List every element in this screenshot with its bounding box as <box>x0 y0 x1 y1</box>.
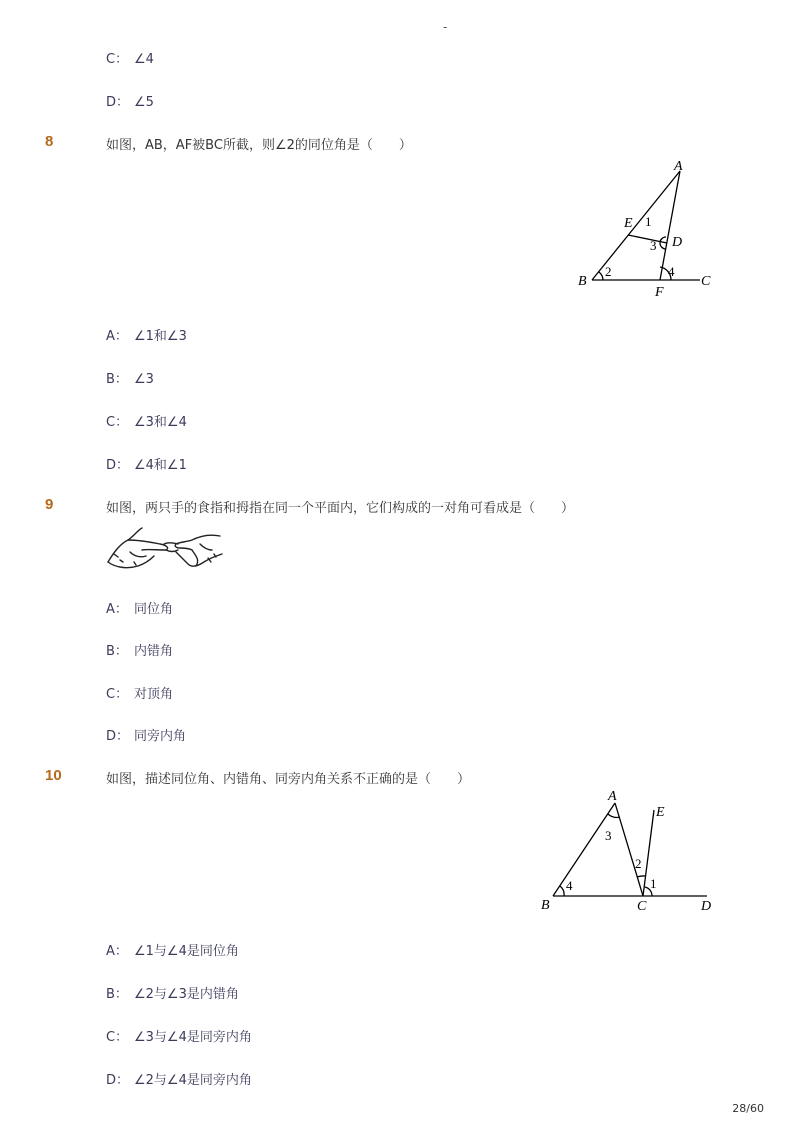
label-d: D <box>701 899 712 914</box>
angle-3-label: 3 <box>605 828 612 843</box>
option-c[interactable]: C： ∠3与∠4是同旁内角 <box>106 1030 252 1045</box>
hands-illustration <box>104 522 224 572</box>
question-text: 如图，描述同位角、内错角、同旁内角关系不正确的是（ ） <box>106 772 471 787</box>
angle-4-label: 4 <box>566 878 573 893</box>
label-e: E <box>624 216 633 231</box>
question-number: 8 <box>45 133 54 150</box>
question-number: 9 <box>45 496 54 513</box>
label-d: D <box>672 235 683 250</box>
angle-2-label: 2 <box>635 856 642 871</box>
label-a: A <box>674 159 683 174</box>
triangle-figure-q10 <box>535 785 720 915</box>
option-a[interactable]: A： ∠1和∠3 <box>106 329 187 344</box>
page-number: 28/60 <box>732 1102 764 1115</box>
label-c: C <box>637 899 647 914</box>
triangle-figure-q8 <box>570 155 720 300</box>
question-text: 如图，两只手的食指和拇指在同一个平面内，它们构成的一对角可看成是（ ） <box>106 501 575 516</box>
option-a[interactable]: A： ∠1与∠4是同位角 <box>106 944 239 959</box>
label-c: C <box>701 274 711 289</box>
header-mark: - <box>443 20 448 34</box>
option-c[interactable]: C： ∠3和∠4 <box>106 415 187 430</box>
question-text: 如图，AB，AF被BC所截，则∠2的同位角是（ ） <box>106 138 412 153</box>
angle-4-label: 4 <box>668 264 675 279</box>
option-d[interactable]: D： ∠2与∠4是同旁内角 <box>106 1073 252 1088</box>
option-b[interactable]: B： ∠2与∠3是内错角 <box>106 987 239 1002</box>
angle-3-label: 3 <box>650 238 657 253</box>
angle-1-label: 1 <box>650 876 657 891</box>
option-b[interactable]: B： ∠3 <box>106 372 154 387</box>
label-f: F <box>655 285 664 300</box>
option-d[interactable]: D： ∠4和∠1 <box>106 458 187 473</box>
option-d[interactable]: D： ∠5 <box>106 95 154 110</box>
label-a: A <box>608 789 617 804</box>
label-b: B <box>578 274 587 289</box>
option-b[interactable]: B： 内错角 <box>106 644 174 659</box>
question-number: 10 <box>45 767 62 784</box>
angle-1-label: 1 <box>645 214 652 229</box>
label-e: E <box>656 805 665 820</box>
option-a[interactable]: A： 同位角 <box>106 602 174 617</box>
angle-2-label: 2 <box>605 264 612 279</box>
option-c[interactable]: C： ∠4 <box>106 52 154 67</box>
option-d[interactable]: D： 同旁内角 <box>106 729 187 744</box>
label-b: B <box>541 898 550 913</box>
option-c[interactable]: C： 对顶角 <box>106 687 174 702</box>
